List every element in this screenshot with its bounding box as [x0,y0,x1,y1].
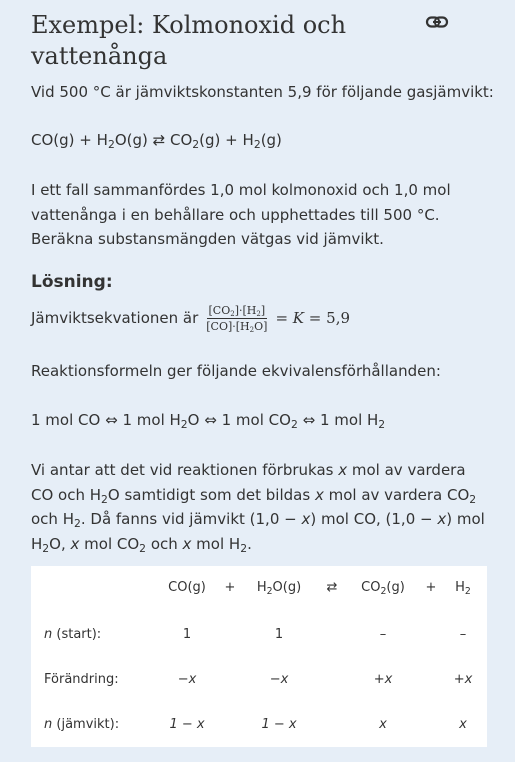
link-icon[interactable] [425,14,449,30]
solution-heading: Lösning: [31,272,113,292]
table-cell: −x [269,672,289,687]
equilibrium-table [31,566,487,747]
product-h2: $H_2(g)$ [242,131,282,152]
k-expression: = K = 5,9 [275,309,351,327]
page-title: Exempel: Kolmonoxid och vattenånga [31,11,347,70]
table-header-plus: + [425,580,437,595]
plus-sign: + [225,131,238,149]
product-co2: $CO_2(g)$ [170,131,221,152]
table-cell: 1 [274,627,284,642]
table-cell: 1 [182,627,192,642]
table-cell: – [379,627,387,642]
table-cell: 1 − x [169,717,205,732]
reactant-co: CO(g) [31,131,75,149]
table-header-arrow: ⇄ [326,580,338,595]
table-row-label-equilibrium: n (jämvikt): [44,717,120,732]
equilibrium-arrow: ⇄ [152,131,166,149]
table-header-co: CO(g) [168,580,206,595]
table-row-label-change: Förändring: [44,672,119,687]
table-header-plus: + [224,580,236,595]
fraction-numerator: $[CO_2]\cdot[H_2]$ [208,303,266,318]
table-row-label-start: n (start): [44,627,102,642]
equilibrium-fraction [204,304,269,333]
equilibrium-equation [31,300,350,336]
table-header-co2: $CO_2(g)$ [361,580,405,597]
assumption-text: Vi antar att det vid reaktionen förbrukas x mol av vardera CO och $H_2O$ samtidigt som det bildas x mol av vardera $CO_2$ och $H_2$. Då fanns vid jämvikt (1,0 − x) mol CO, (1,0 − x) mol $H_2O$, x mol $CO_2$ och x mol $H_2$. [31,461,485,555]
plus-sign: + [79,131,92,149]
table-cell: x [379,717,387,732]
table-header-h2: $H_2$ [455,580,471,597]
reactant-h2o: $H_2O(g)$ [96,131,148,152]
reaction-equation [31,128,282,153]
equation-intro: Jämviktsekvationen är [31,309,199,327]
table-cell: −x [177,672,197,687]
table-cell: +x [373,672,393,687]
table-cell: – [459,627,467,642]
ratio-intro: Reaktionsformeln ger följande ekvivalensförhållanden: [31,362,441,380]
table-cell: x [459,717,467,732]
equivalence-ratio: 1 mol CO ⇔ 1 mol $H_2O$ ⇔ 1 mol $CO_2$ ⇔ 1 mol $H_2$ [31,411,386,432]
table-header-h2o: $H_2O(g)$ [256,580,302,597]
table-cell: +x [453,672,473,687]
fraction-denominator: $[CO]\cdot[H_2O]$ [206,319,268,334]
problem-text: I ett fall sammanfördes 1,0 mol kolmonoxid och 1,0 mol vattenånga i en behållare och upphettades till 500 °C. Beräkna substansmängden vätgas vid jämvikt. [31,181,451,248]
table-cell: 1 − x [261,717,297,732]
intro-text: Vid 500 °C är jämviktskonstanten 5,9 för följande gasjämvikt: [31,83,494,101]
